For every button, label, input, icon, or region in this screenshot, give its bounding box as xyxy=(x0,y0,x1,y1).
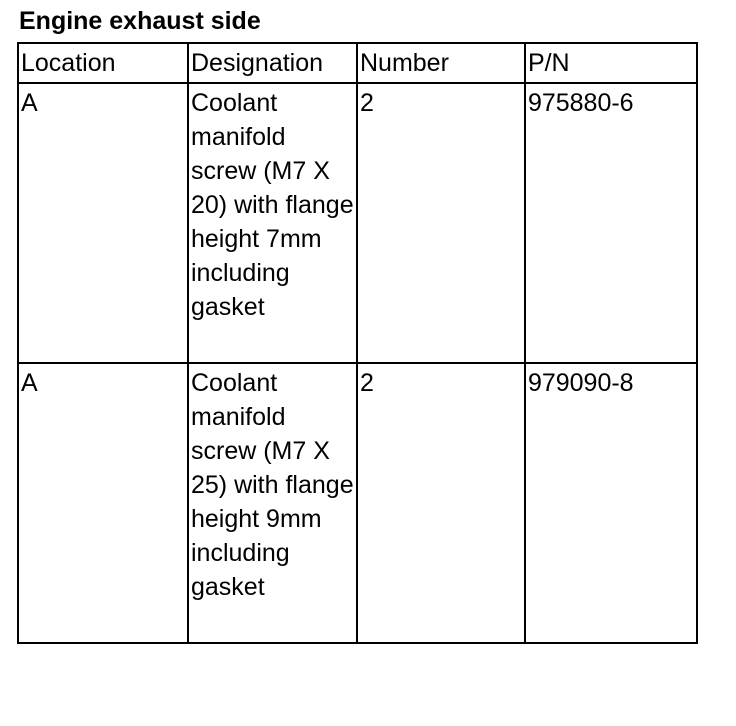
table-header-row xyxy=(18,43,697,83)
cell-location xyxy=(18,83,188,363)
cell-number xyxy=(357,363,525,643)
column-header-pn: P/N xyxy=(525,43,697,83)
column-header-number: Number xyxy=(357,43,525,83)
cell-pn-text: 975880-6 xyxy=(527,89,634,117)
cell-location-text: A xyxy=(21,369,38,397)
cell-pn-text: 979090-8 xyxy=(527,369,634,397)
cell-designation xyxy=(188,83,357,363)
cell-designation xyxy=(188,363,357,643)
cell-location xyxy=(18,363,188,643)
table-row xyxy=(18,363,697,643)
cell-number-text: 2 xyxy=(359,89,374,117)
cell-location-text: A xyxy=(21,89,38,117)
page-title: Engine exhaust side xyxy=(19,7,261,35)
cell-pn xyxy=(525,363,697,643)
cell-pn xyxy=(525,83,697,363)
column-header-designation: Designation xyxy=(188,43,357,83)
cell-designation-text: Coolant manifold screw (M7 X 20) with flange height 7mm including gasket xyxy=(191,89,354,321)
cell-designation-text: Coolant manifold screw (M7 X 25) with flange height 9mm including gasket xyxy=(191,369,354,601)
cell-number-text: 2 xyxy=(359,369,374,397)
parts-table xyxy=(17,42,698,644)
cell-number xyxy=(357,83,525,363)
table-row xyxy=(18,83,697,363)
column-header-location: Location xyxy=(18,43,188,83)
